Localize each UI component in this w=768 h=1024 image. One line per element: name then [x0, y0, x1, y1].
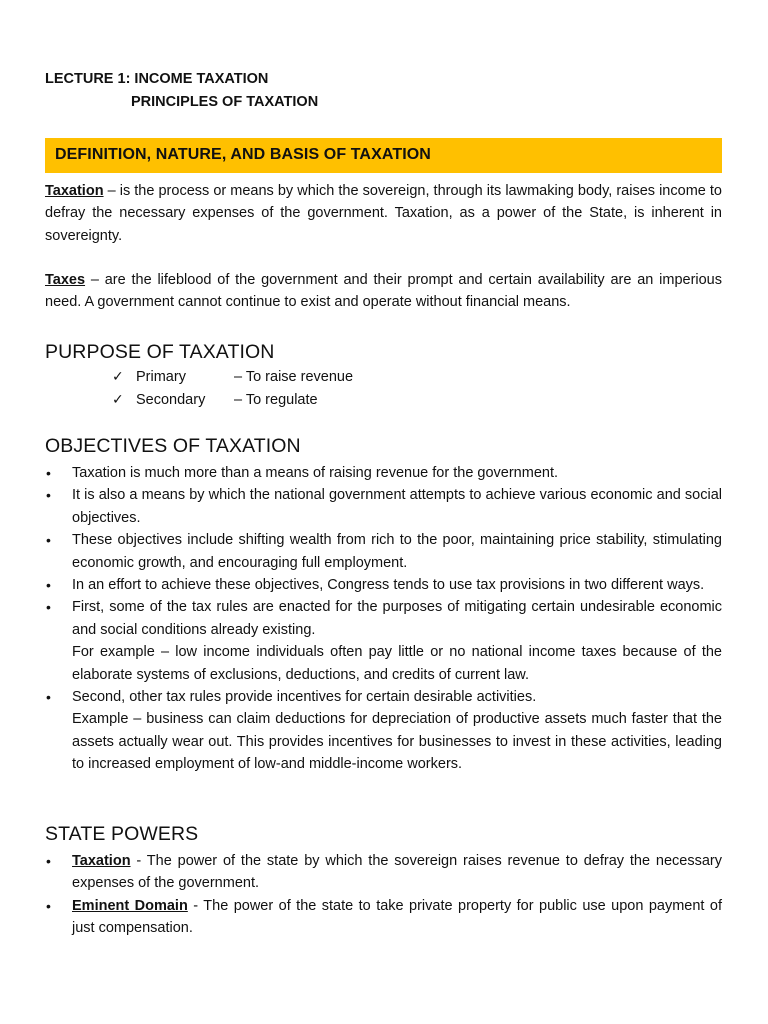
objective-text: Taxation is much more than a means of raising revenue for the government. — [72, 465, 559, 481]
purpose-item — [112, 366, 353, 388]
bullet-icon: • — [46, 897, 51, 914]
list-item — [45, 484, 722, 529]
objective-text: It is also a means by which the national government attempts to achieve various economic and social objectives. — [72, 487, 722, 526]
bullet-icon: • — [46, 853, 51, 869]
power-text: - The power of the state by which the sovereign raises revenue to defray the necessary expenses of the government. — [72, 853, 722, 892]
purpose-label: Primary — [136, 369, 186, 385]
bullet-icon: • — [46, 465, 51, 481]
power-term: Eminent Domain — [72, 897, 188, 914]
objective-text: These objectives include shifting wealth from rich to the poor, maintaining price stability, stimulating economic growth, and encouraging full employment. — [72, 532, 722, 571]
list-item — [45, 529, 722, 574]
section-banner — [45, 138, 722, 173]
bullet-icon: • — [46, 599, 51, 616]
lecture-subtitle: PRINCIPLES OF TAXATION — [131, 94, 319, 110]
objective-example: Example – business can claim deductions for depreciation of productive assets much faster that the assets actually wear out. This provides incentives for businesses to invest in these activities, leading to increased employment of low-and middle-income workers. — [72, 711, 722, 773]
list-item — [45, 462, 722, 484]
list-item — [45, 850, 722, 895]
purpose-value: – To raise revenue — [234, 369, 354, 385]
checkmark-icon: ✓ — [112, 392, 124, 408]
taxes-definition-text: – are the lifeblood of the government and their prompt and certain availability are an imperious need. A government cannot continue to exist and operate without financial means. — [45, 272, 722, 311]
taxation-definition-text: – is the process or means by which the sovereign, through its lawmaking body, raises income to defray the necessary expenses of the government. Taxation, as a power of the State, is inherent in sovereignty. — [45, 183, 722, 244]
objective-text: In an effort to achieve these objectives, Congress tends to use tax provisions in two different ways. — [72, 577, 705, 594]
purpose-item — [112, 389, 318, 411]
state-powers-title: STATE POWERS — [45, 823, 199, 845]
bullet-icon: • — [46, 487, 51, 504]
list-item — [45, 574, 722, 596]
objectives-list — [45, 462, 722, 776]
bullet-icon: • — [46, 689, 51, 706]
bullet-icon: • — [46, 532, 51, 549]
taxes-term: Taxes — [45, 272, 86, 288]
list-item — [45, 686, 722, 776]
taxation-definition — [45, 180, 722, 247]
power-term: Taxation — [72, 853, 131, 869]
banner-title: DEFINITION, NATURE, AND BASIS OF TAXATION — [55, 146, 431, 163]
power-text: - The power of the state to take private property for public use upon payment of just compensation. — [72, 897, 722, 937]
purpose-value: – To regulate — [234, 392, 318, 408]
lecture-title: LECTURE 1: INCOME TAXATION — [45, 71, 269, 87]
objective-example: For example – low income individuals often pay little or no national income taxes because of the elaborate systems of exclusions, deductions, and credits of current law. — [72, 644, 722, 683]
taxes-definition — [45, 269, 722, 314]
objectives-title: OBJECTIVES OF TAXATION — [45, 435, 301, 457]
state-powers-list — [45, 850, 722, 940]
purpose-label: Secondary — [136, 392, 206, 408]
list-item — [45, 596, 722, 686]
purpose-title: PURPOSE OF TAXATION — [45, 341, 275, 363]
list-item — [45, 895, 722, 940]
objective-text: First, some of the tax rules are enacted for the purposes of mitigating certain undesirable economic and social conditions already existing. — [72, 599, 722, 638]
bullet-icon: • — [46, 577, 51, 594]
objective-text: Second, other tax rules provide incentives for certain desirable activities. — [72, 689, 537, 706]
taxation-term: Taxation — [45, 183, 104, 199]
checkmark-icon: ✓ — [112, 369, 124, 385]
